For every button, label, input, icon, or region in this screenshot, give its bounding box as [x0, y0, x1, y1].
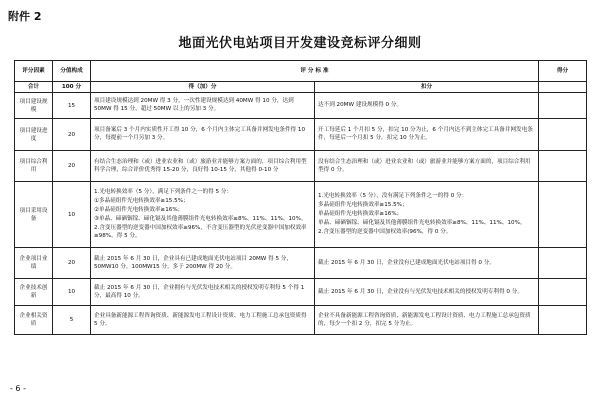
table-row [15, 248, 587, 279]
row-points: 20 [53, 151, 91, 182]
row-factor: 项目建设进度 [15, 119, 53, 151]
row-factor: 项目综合利用 [15, 151, 53, 182]
row-score [539, 182, 587, 248]
row-factor: 企业技术创新 [15, 279, 53, 306]
row-plus-criteria-line: 有结合生态治理和（或）进业农业和（或）旅游业并能够方案方面的，项目综合利用型科学合理，综合评价优秀得 15-20 分，良好得 10-15 分，其他得 0-10 分 [94, 158, 307, 173]
row-score [539, 306, 587, 335]
annex-label: 附件 2 [8, 10, 42, 23]
row-factor: 企业相关资质 [15, 306, 53, 335]
row-plus-criteria-line: ①多晶硅组件光电转换效率≥15.5%； [94, 198, 189, 204]
row-points: 10 [53, 279, 91, 306]
row-plus-criteria-line: ②单晶硅组件光电转换效率≥16%； [94, 207, 184, 213]
row-minus-criteria-line: 没有结合生态治理和（或）进业农业和（或）旅游业并能够方案方面的，项目综合利用型得 0 分。 [318, 158, 531, 173]
table-row [15, 279, 587, 306]
row-score [539, 248, 587, 279]
document-title: 地面光伏电站项目开发建设竞标评分细则 [178, 36, 422, 51]
row-plus-criteria [91, 279, 315, 306]
row-plus-criteria [91, 248, 315, 279]
row-factor: 项目建设规模 [15, 93, 53, 119]
header-total: 合计 [15, 82, 53, 93]
row-plus-criteria-line: 2.含变压器型的逆变器中国加权效率≥96%，不含变压器型的光伏逆变器中国加权效率≥98%，得 5 分。 [94, 225, 307, 239]
row-plus-criteria-line: 截止 2015 年 6 月 30 日，企业拥有与光伏发电技术相关的授权发明专利每 5 个得 1 分，最高得 10 分。 [94, 284, 305, 299]
header-total-points: 100 分 [53, 82, 91, 93]
row-plus-criteria [91, 151, 315, 182]
row-points: 20 [53, 119, 91, 151]
row-minus-criteria-line: 达不到 20MW 建设规模得 0 分。 [318, 102, 403, 108]
table-subheader-row [15, 82, 587, 93]
table-row [15, 306, 587, 335]
header-factor: 评分因素 [15, 61, 53, 82]
row-score [539, 151, 587, 182]
row-minus-criteria [315, 93, 539, 119]
row-points: 20 [53, 248, 91, 279]
row-minus-criteria-line: 截止 2015 年 6 月 30 日，企业没有已建成地面光伏电站项目得 0 分。 [318, 259, 495, 266]
row-plus-criteria-line: ③单晶、碲硒铟镓、碲化镉及其他薄膜组件光电转换效率≥8%、11%、11%、10%。 [94, 216, 307, 222]
row-minus-criteria [315, 248, 539, 279]
row-minus-criteria [315, 279, 539, 306]
table-row [15, 119, 587, 151]
row-score [539, 93, 587, 119]
row-factor: 企业项目业绩 [15, 248, 53, 279]
row-minus-criteria [315, 151, 539, 182]
row-plus-criteria [91, 93, 315, 119]
row-minus-criteria [315, 306, 539, 335]
page-number: - 6 - [10, 384, 26, 393]
row-plus-criteria [91, 306, 315, 335]
row-minus-criteria-line: 截止 2015 年 6 月 30 日，企业没有与光伏发电技术相关的授权发明专利得 0 分。 [318, 288, 523, 295]
row-minus-criteria-line: 1.光电转换效率（5 分），没有满足下列条件之一的得 0 分： [318, 193, 468, 199]
row-plus-criteria-line: 企业具备新能源工程咨询资质、新能源发电工程设计资质、电力工程施工总承包资质得 5 分。 [94, 312, 307, 327]
table-body [15, 93, 587, 335]
row-plus-criteria-line: 1.光电转换效率（5 分），满足下列条件之一的得 5 分： [94, 189, 233, 195]
row-minus-criteria-line: 单晶硅组件光电转换效率≥16%； [318, 211, 403, 217]
row-minus-criteria-line: 企业不具备新能源工程咨询资质、新能源发电工程设计资质、电力工程施工总承包资质的，每少一个扣 2 分，扣完 5 分为止。 [318, 312, 531, 327]
row-minus-criteria-line: 单晶、碲硒铟镓、碲化镉及其他薄膜组件光电转换效率≥8%、11%、11%、10%。 [318, 220, 526, 226]
table-row [15, 151, 587, 182]
header-plus: 得（加）分 [91, 82, 315, 93]
table-row [15, 93, 587, 119]
row-minus-criteria-line: 开工每延后 1 个月扣 5 分，扣完 10 分为止，6 个月内达不到主体完工具备并网发电条件，每延后一个月扣 5 分，扣完 10 分为止。 [318, 127, 533, 141]
row-plus-criteria-line: 项目备案后 3 个月内实质性开工得 10 分，6 个月内主体完工具备并网发电条件得 10 分，每提前一个月另加 3 分。 [94, 127, 306, 141]
row-minus-criteria [315, 182, 539, 248]
table-header-row [15, 61, 587, 82]
row-minus-criteria [315, 119, 539, 151]
row-plus-criteria [91, 119, 315, 151]
row-plus-criteria-line: 项目建设规模达到 20MW 得 3 分，一次性建设规模达到 40MW 得 10 分，达到 50MW 得 15 分，超过 50MW 以上的另加 3 分。 [94, 98, 294, 112]
row-minus-criteria-line: 多晶硅组件光电转换效率≥15.5%； [318, 202, 408, 208]
header-standard: 评 分 标 准 [91, 61, 539, 82]
table-row [15, 182, 587, 248]
row-plus-criteria [91, 182, 315, 248]
row-plus-criteria-line: 截止 2015 年 6 月 30 日，企业具有已建成地面光伏电站项目 20MW 得 5 分，50MW10 分，100MW15 分，多于 200MW 得 20 分。 [94, 255, 292, 270]
row-score [539, 119, 587, 151]
row-points: 5 [53, 306, 91, 335]
header-score-empty [539, 82, 587, 93]
row-factor: 项目采用设备 [15, 182, 53, 248]
row-minus-criteria-line: 2.含变压器型的逆变器中国加权效率(96%，得 0 分。 [318, 229, 452, 235]
row-score [539, 279, 587, 306]
header-minus: 扣分 [315, 82, 539, 93]
row-points: 15 [53, 93, 91, 119]
row-points: 10 [53, 182, 91, 248]
header-points: 分值构成 [53, 61, 91, 82]
header-score: 得分 [539, 61, 587, 82]
scoring-table [14, 60, 587, 335]
